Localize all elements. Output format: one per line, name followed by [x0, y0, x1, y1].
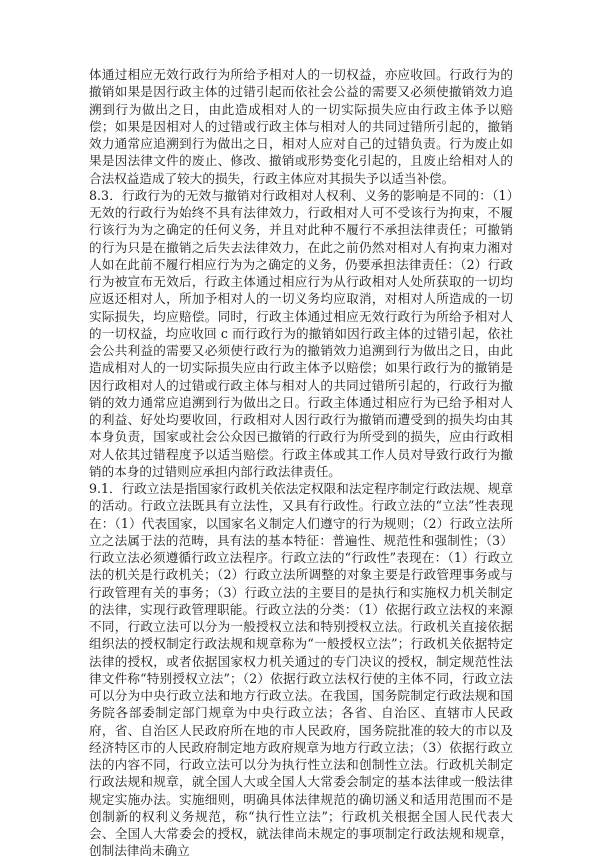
document-page — [89, 66, 513, 860]
paragraph-8-3-invalidity-vs-revocation: 8.3．行政行为的无效与撤销对行政相对人权利、义务的影响是不同的：（1）无效的行政行为始终不具有法律效力，行政相对人可不受该行为拘束，不履行该行为为之确定的任何义务，并且对此种不履行不承担法律责任；可撤销的行为只是在撤销之后失去法律效力，在此之前仍然对相对人有拘束力湘对人如在此前不履行相应行为为之确定的义务，仍要承担法律责任：（2）行政行为被宣布无效后，行政主体通过相应行为从行政相对人处所获取的一切均应返还相对人，所加予相对人的一切义务均应取消，对相对人所造成的一切实际损失，均应赔偿。同时，行政主体通过相应无效行政行为所给予相对人的一切权益，均应收回 c 而行政行为的撤销如因行政主体的过错引起，依社会公共利益的需要又必须使行政行为的撤销效力追溯到行为做出之日，由此造成相对人的一切实际损失应由行政主体予以赔偿；如果行政行为的撤销是因行政相对人的过错或行政主体与相对人的共同过错所引起的，行政行为撤销的效力通常应追溯到行为做出之日。行政主体通过相应行为已给予相对人的利益、好处均要收回，行政相对人因行政行为撤销而遭受到的损失均由其本身负责，国家或社会公众因已撤销的行政行为所受到的损失，应由行政相对人依其过错程度予以适当赔偿。行政主体或其工作人员对导致行政行为撤销的本身的过错则应承担内部行政法律责任。 — [89, 187, 513, 479]
paragraph-9-1-administrative-legislation: 9.1．行政立法是指国家行政机关依法定权限和法定程序制定行政法规、规章的活动。行政立法既具有立法性，又具有行政性。行政立法的“立法”性表现在：（1）代表国家，以国家名义制定人们遵守的行为规则；（2）行政立法所立之法属于法的范畴，具有法的基本特征：普遍性、规范性和强制性；（3）行政立法必须遵循行政立法程序。行政立法的“行政性”表现在：（1）行政立法的机关是行政机关；（2）行政立法所调整的对象主要是行政管理事务或与行政管理有关的事务；（3）行政立法的主要目的是执行和实施权力机关制定的法律，实现行政管理职能。行政立法的分类：（1）依据行政立法权的来源不同，行政立法可以分为一般授权立法和特别授权立法。行政机关直接依据组织法的授权制定行政法规和规章称为“一般授权立法”；行政机关依据特定法律的授权，或者依据国家权力机关通过的专门决议的授权，制定规范性法律文件称“特别授权立法”；（2）依据行政立法权行使的主体不同，行政立法可以分为中央行政立法和地方行政立法。在我国，国务院制定行政法规和国务院各部委制定部门规章为中央行政立法；各省、自治区、直辖市人民政府，省、自治区人民政府所在地的市人民政府，国务院批准的较大的市以及经济特区市的人民政府制定地方政府规章为地方行政立法；（3）依据行政立法的内容不同，行政立法可以分为执行性立法和创制性立法。行政机关制定行政法规和规章，就全国人大或全国人大常委会制定的基本法律或一般法律规定实施办法。实施细则，明确具体法律规范的确切涵义和适用范围而不是创制新的权利义务规范，称“执行性立法”；行政机关根据全国人民代表大会、全国人大常委会的授权，就法律尚未规定的事项制定行政法规和规章，创制法律尚未确立 — [89, 481, 513, 859]
paragraph-administrative-act-revocation-continued: 体通过相应无效行政行为所给予相对人的一切权益，亦应收回。行政行为的撤销如果是因行政主体的过错引起而依社会公益的需要又必须使撤销效力追溯到行为做出之日，由此造成相对人的一切实际损失应由行政主体予以赔偿；如果是因相对人的过错或行政主体与相对人的共同过错所引起的，撤销效力通常应追溯到行为做出之日，相对人应对自己的过错负责。行为废止如果是因法律文件的废止、修改、撤销或形势变化引起的，且废止给相对人的合法权益造成了较大的损失，行政主体应对其损失予以适当补偿。 — [89, 67, 513, 186]
